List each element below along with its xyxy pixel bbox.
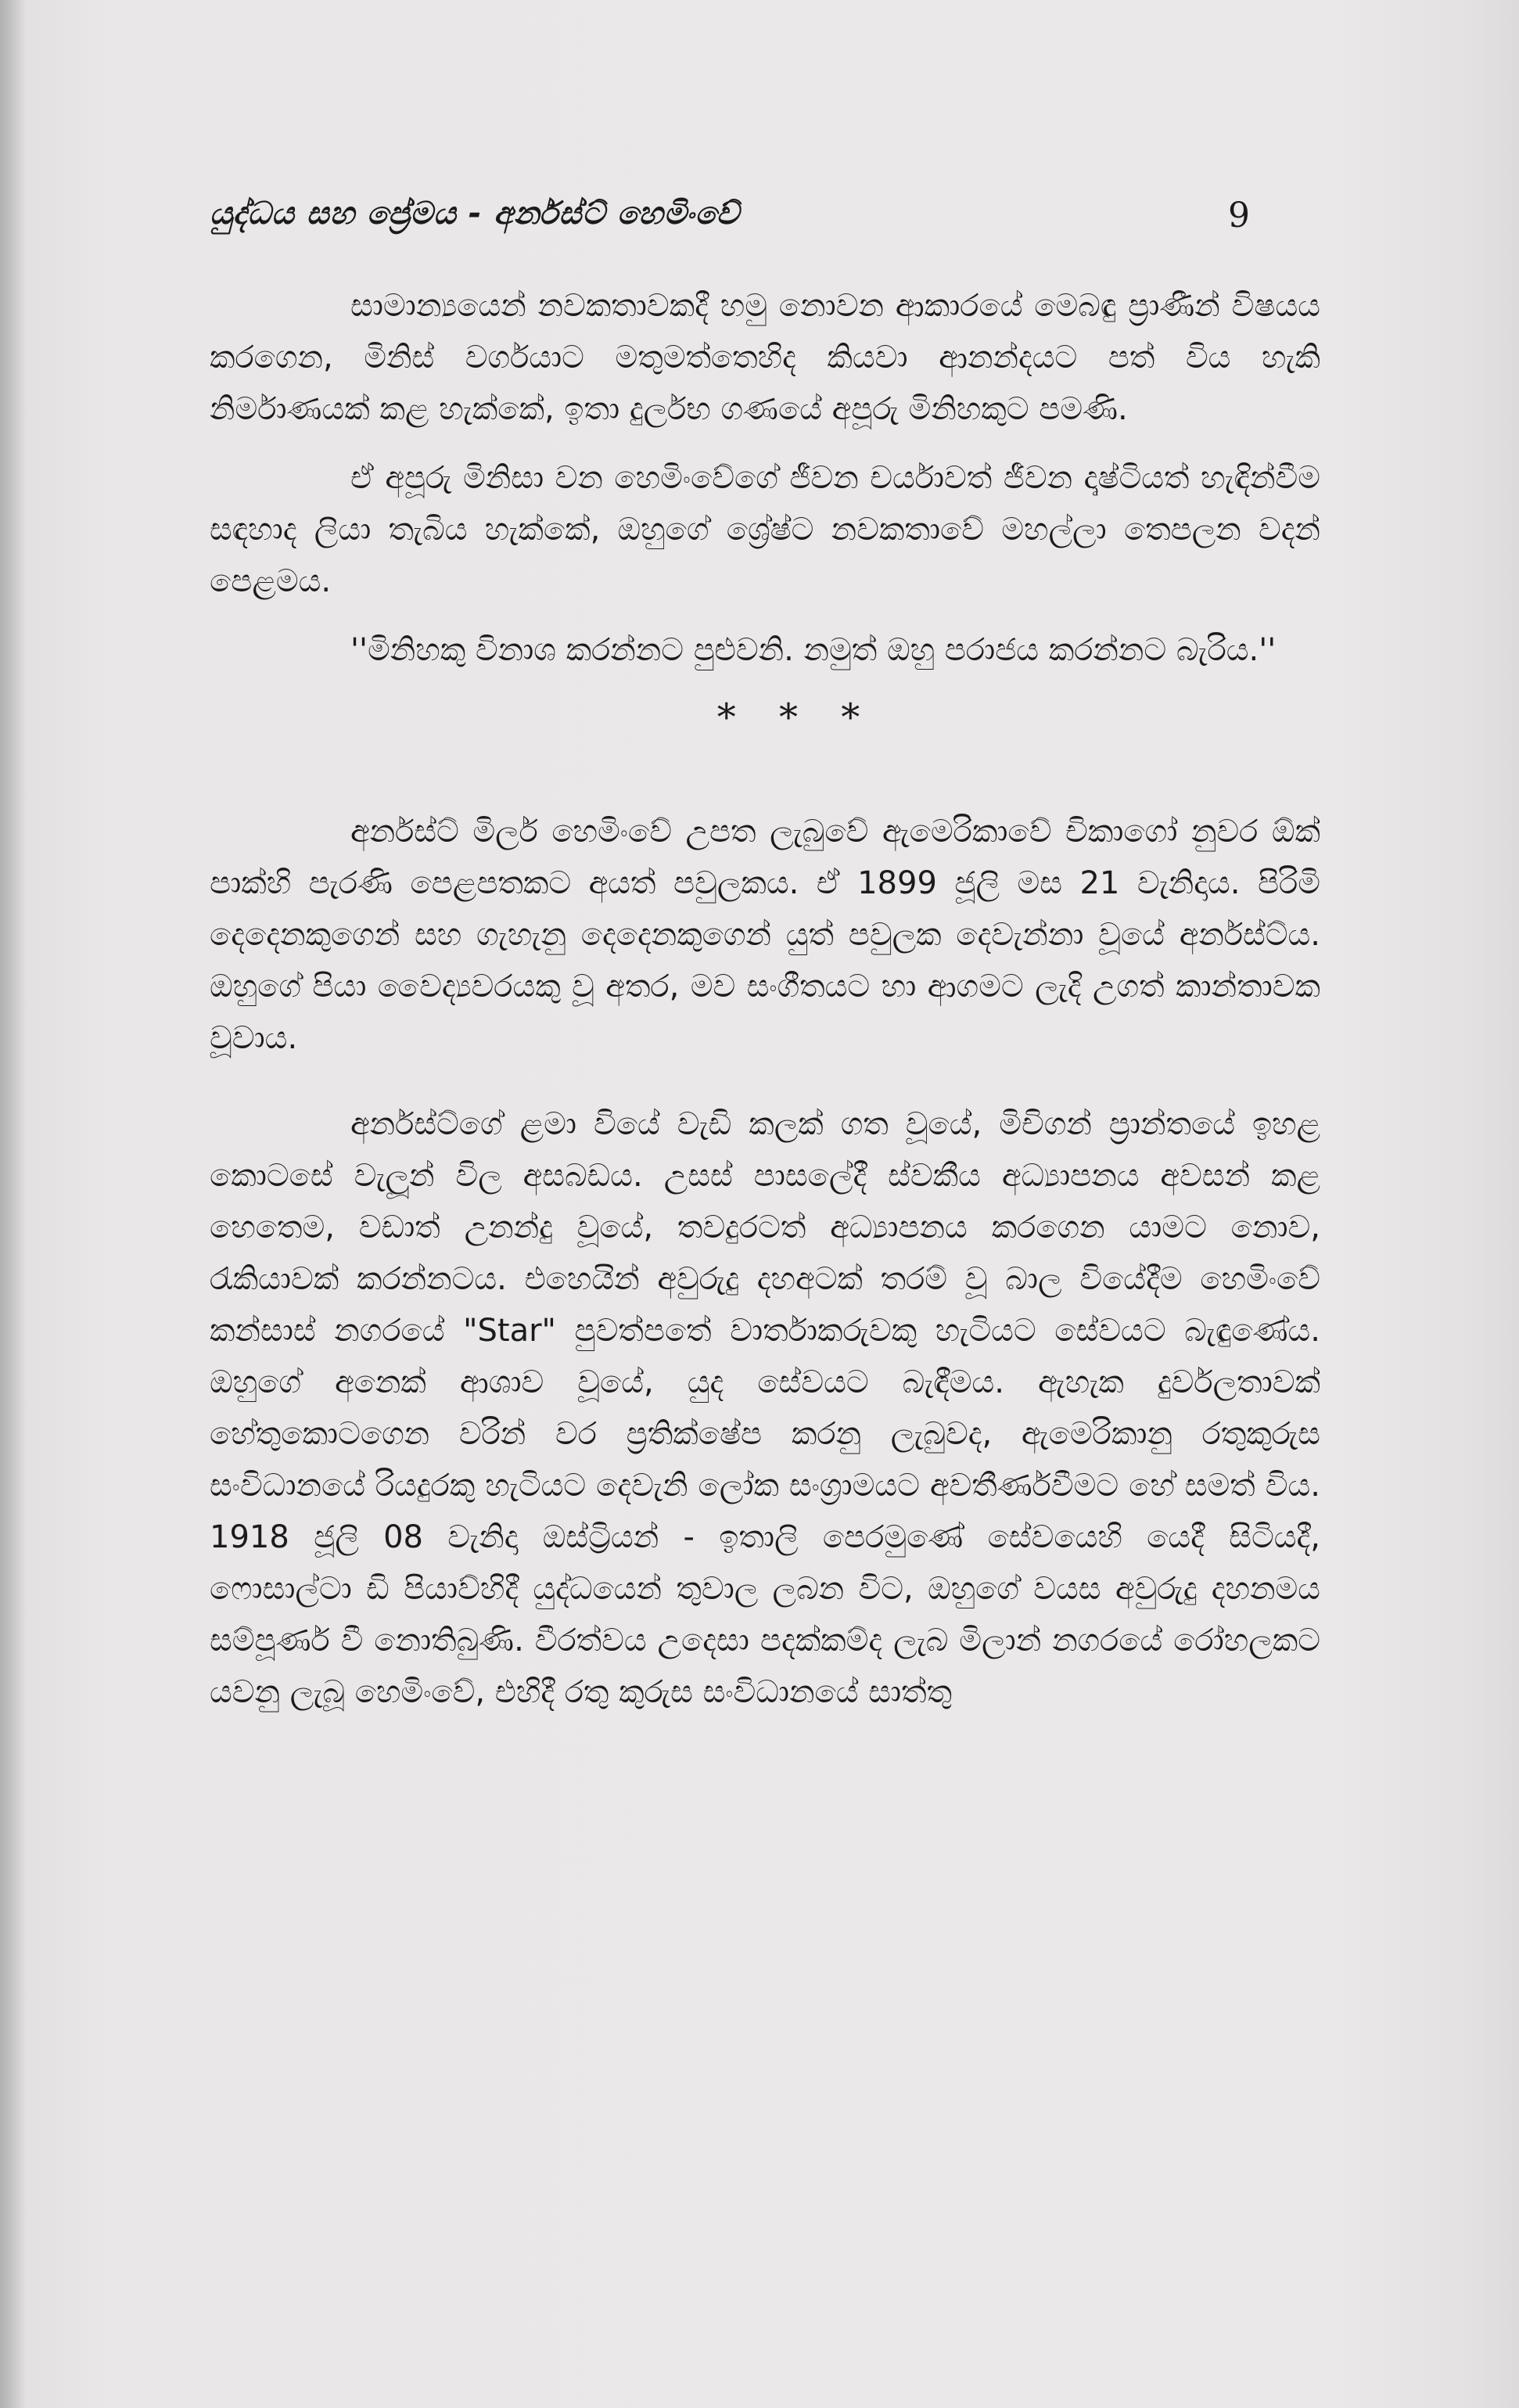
page-header [210,196,1250,258]
paragraph-intro: සාමාන්‍යයෙන් නවකතාවකදී හමු නොවන ආකාරයේ මෙබඳු ප්‍රාණීන් විෂයය කරගෙන, මිනිස් වර්ගයාට මතුමත්තෙහිද කියවා ආනන්දයට පත් විය හැකි නිර්මාණයක් කළ හැක්කේ, ඉතා දුර්ලභ ගණයේ අපූරු මිනිහකුට පමණි. [210,288,1320,427]
running-title: යුද්ධය සහ ප්‍රේමය - අර්නස්ට් හෙමිංවේ [210,196,740,232]
paragraph-quote: ''මිනිහකු විනාශ කරන්නට පුළුවනි. නමුත් ඔහු පරාජය කරන්නට බැරිය.'' [350,632,1277,668]
paragraph-birth: අර්නස්ට් මිලර් හෙමිංවේ උපත ලැබුවේ ඇමෙරිකාවේ චිකාගෝ නුවර ඕක් පාක්හි පැරණි පෙළපතකට අයත් පවුලකය. ඒ 1899 ජූලි මස 21 වැනිදාය. පිරිමි දෙදෙනකුගෙන් සහ ගැහැනු දෙදෙනකුගෙන් යුත් පවුලක දෙවැන්නා වූයේ අර්නස්ට්ය. ඔහුගේ පියා වෛද්‍යවරයකු වූ අතර, මව සංගීතයට හා ආගමට ලැදි උගත් කාන්තාවක වූවාය. [210,814,1320,1056]
page-number: 9 [1228,196,1250,235]
body-text [210,280,1320,1718]
paragraph-life-view: ඒ අපූරු මිනිසා වන හෙමිංවේගේ ජීවන චර්යාවත් ජීවන දෘෂ්ටියත් හැඳින්වීම සඳහාද ලියා තැබිය හැක්කේ, ඔහුගේ ශ්‍රේෂ්ට නවකතාවේ මහල්ලා තෙපලන වදන් පෙළමය. [210,460,1320,599]
section-separator: * * * [716,695,860,739]
paragraph-youth: අර්නස්ට්ගේ ළමා වියේ වැඩි කලක් ගත වූයේ, මිචිගන් ප්‍රාන්තයේ ඉහළ කොටසේ වැලූන් විල අසබඩය. උසස් පාසලේදී ස්වකීය අධ්‍යාපනය අවසන් කළ හෙතෙම, වඩාත් උනන්දු වූයේ, තවදුරටත් අධ්‍යාපනය කරගෙන යාමට නොව, රැකියාවක් කරන්නටය. එහෙයින් අවුරුදු දහඅටක් තරම් වූ බාල වියේදීම හෙමිංවේ කන්සාස් නගරයේ "Star" පුවත්පතේ වාර්තාකරුවකු හැටියට සේවයට බැඳුණේය. ඔහුගේ අනෙක් ආශාව වූයේ, යුද සේවයට බැඳීමය. ඇහැක දුර්වලතාවක් හේතුකොටගෙන වරින් වර ප්‍රතික්ෂේප කරනු ලැබුවද, ඇමෙරිකානු රතුකුරුස සංවිධානයේ රියදුරකු හැටියට දෙවැනි ලෝක සංග්‍රාමයට අවතීර්ණවීමට හේ සමත් විය. 1918 ජූලි 08 වැනිදා ඔස්ට්‍රියන් - ඉතාලි පෙරමුණේ සේවයෙහි යෙදී සිටියදී, ෆොසාල්ටා ඩි පියාව්හිදී යුද්ධයෙන් තුවාල ලබන විට, ඔහුගේ වයස අවුරුදු දහනමය සම්පූර්ණ වී නොතිබුණි. වීරත්වය උදෙසා පදක්කම්ද ලැබ මිලාන් නගරයේ රෝහලකට යවනු ලැබූ හෙමිංවේ, එහිදී රතු කුරුස සංවිධානයේ සාත්තු [210,1106,1320,1710]
